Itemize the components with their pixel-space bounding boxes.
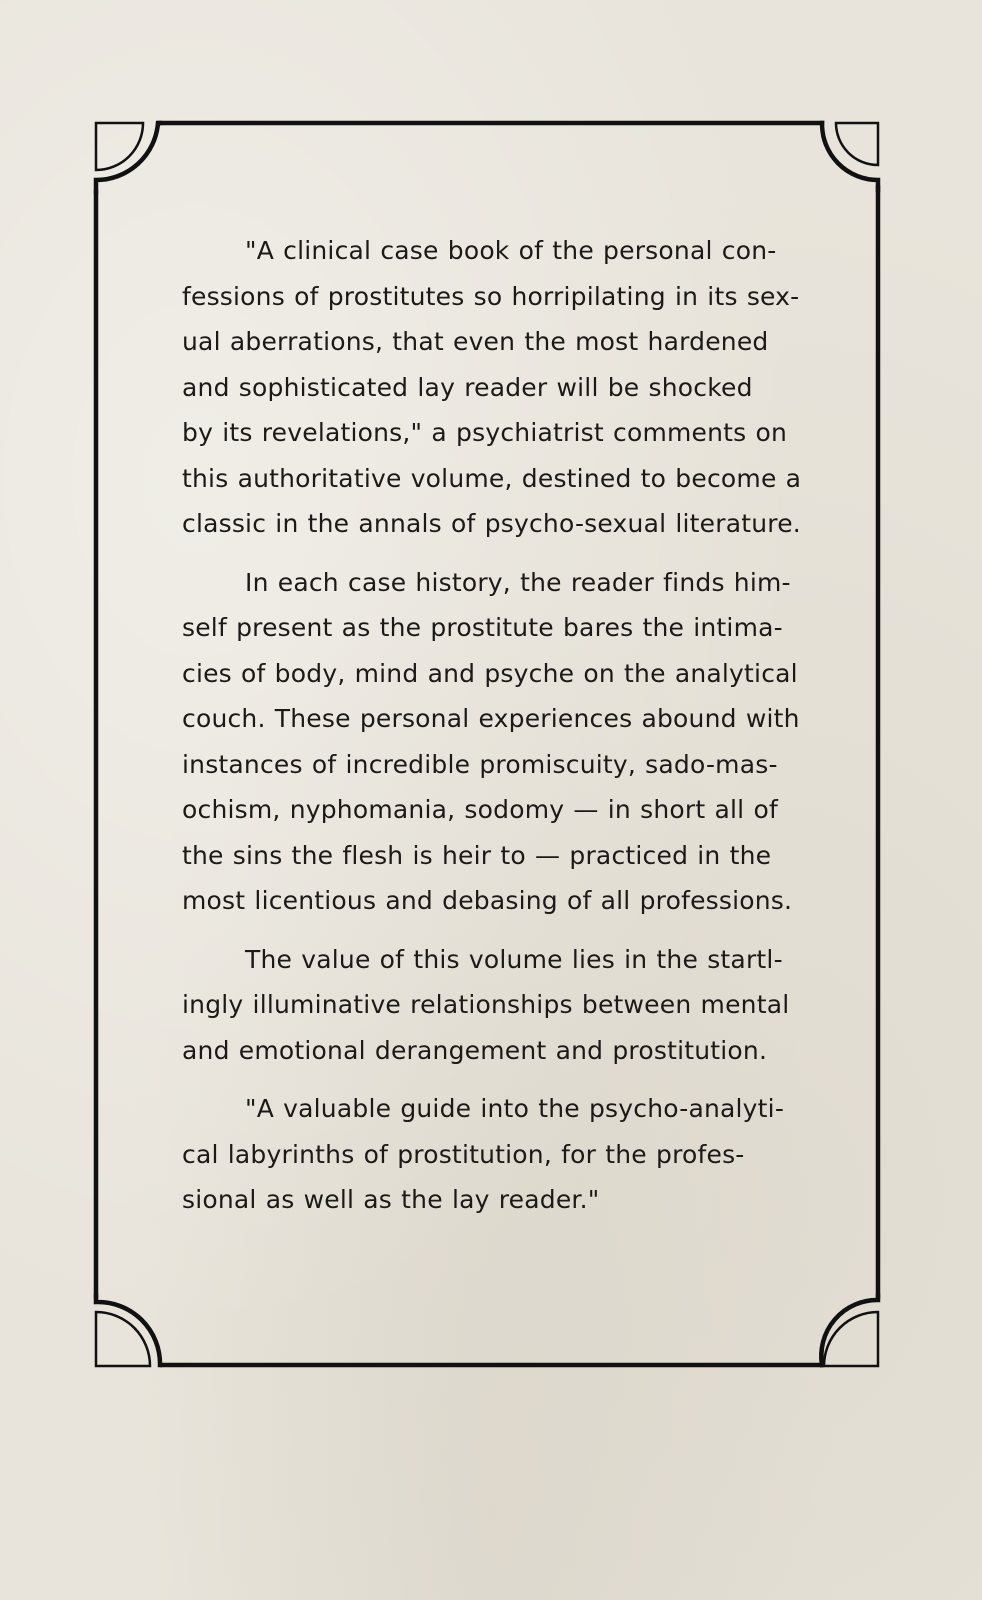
text-line: and sophisticated lay reader will be shocked (182, 372, 753, 402)
corner-ornament-bottom-left (96, 1296, 160, 1366)
text-line: cal labyrinths of prostitution, for the profes- (182, 1139, 745, 1169)
text-line: couch. These personal experiences abound with (182, 704, 800, 733)
paragraph-3 (182, 937, 810, 1074)
text-line: instances of incredible promiscuity, sado-mas- (182, 749, 778, 779)
corner-ornament-bottom-right (821, 1296, 878, 1366)
paragraph-1 (182, 228, 810, 547)
text-line: In each case history, the reader finds him- (245, 567, 791, 597)
text-line: ual aberrations, that even the most hardened (182, 327, 769, 356)
text-line: "A clinical case book of the personal con- (245, 236, 777, 265)
text-line: classic in the annals of psycho-sexual literature. (182, 509, 801, 538)
text-line: most licentious and debasing of all professions. (182, 886, 793, 915)
text-line: this authoritative volume, destined to become a (182, 463, 802, 493)
text-line: "A valuable guide into the psycho-analyti- (245, 1094, 785, 1123)
text-line: the sins the flesh is heir to — practiced in the (182, 840, 772, 870)
corner-ornament-top-right (822, 123, 878, 190)
paragraph-2 (182, 560, 810, 924)
blurb-text (182, 228, 810, 1236)
text-line: by its revelations," a psychiatrist comments on (182, 418, 788, 447)
text-line: ochism, nyphomania, sodomy — in short all of (182, 795, 778, 824)
text-line: fessions of prostitutes so horripilating in its sex- (182, 281, 800, 311)
text-line: The value of this volume lies in the startl- (245, 944, 783, 974)
text-line: cies of body, mind and psyche on the analytical (182, 658, 798, 688)
text-line: self present as the prostitute bares the intima- (182, 613, 783, 642)
text-line: sional as well as the lay reader." (182, 1185, 600, 1214)
corner-ornament-top-left (96, 123, 160, 192)
paragraph-4 (182, 1086, 810, 1223)
text-line: ingly illuminative relationships between mental (182, 990, 790, 1019)
text-line: and emotional derangement and prostitution. (182, 1035, 768, 1065)
